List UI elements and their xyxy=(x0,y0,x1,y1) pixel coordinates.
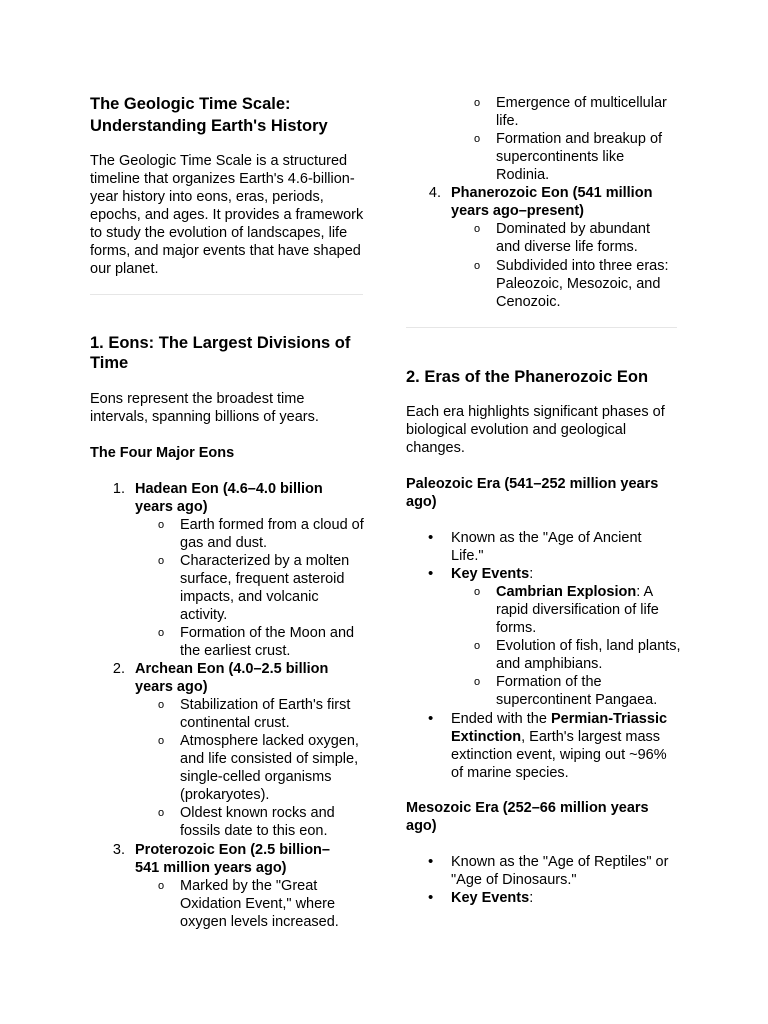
sub-bullet: o xyxy=(474,676,481,688)
sub-bullet: o xyxy=(474,133,481,145)
list-item: Oldest known rocks and fossils date to this eon. xyxy=(180,805,335,839)
bullet: • xyxy=(428,853,434,870)
eon-title: Proterozoic Eon (2.5 billion–541 million years ago) xyxy=(135,842,330,876)
eon-title: Hadean Eon (4.6–4.0 billion years ago) xyxy=(135,481,323,515)
sub-bullet: o xyxy=(474,586,481,598)
list-item xyxy=(451,710,681,782)
sub-bullet: o xyxy=(474,640,481,652)
list-item: Atmosphere lacked oxygen, and life consisted of simple, single-celled organisms (prokaryotes). xyxy=(180,733,359,803)
extinction-term: Permian-Triassic Extinction xyxy=(451,711,668,745)
page-title: The Geologic Time Scale: Understanding Earth's History xyxy=(90,95,328,135)
sub-bullet: o xyxy=(158,880,165,892)
bullet: • xyxy=(428,529,434,546)
key-events-colon: : xyxy=(529,890,534,906)
list-number: 2. xyxy=(112,661,125,677)
section1-subheading: The Four Major Eons xyxy=(90,445,235,461)
intro-paragraph: The Geologic Time Scale is a structured timeline that organizes Earth's 4.6-billion-year history into eons, eras, periods, epochs, and ages. It provides a framework to study the evolution of landscapes, life forms, and major events that have shaped our planet. xyxy=(90,153,364,277)
section2-text: Each era highlights significant phases of biological evolution and geological changes. xyxy=(406,404,665,456)
bullet: • xyxy=(428,889,434,906)
list-item: Earth formed from a cloud of gas and dust. xyxy=(180,517,364,551)
sub-bullet: o xyxy=(158,807,165,819)
eon-title: Phanerozoic Eon (541 million years ago–present) xyxy=(451,185,653,219)
list-item: Characterized by a molten surface, frequent asteroid impacts, and volcanic activity. xyxy=(180,553,350,623)
list-item: Marked by the "Great Oxidation Event," where oxygen levels increased. xyxy=(180,878,339,930)
list-item: Known as the "Age of Reptiles" or "Age of Dinosaurs." xyxy=(451,854,669,888)
section1-text: Eons represent the broadest time intervals, spanning billions of years. xyxy=(90,391,319,425)
list-number: 4. xyxy=(428,185,441,201)
sub-bullet: o xyxy=(158,627,165,639)
key-events-label: Key Events xyxy=(451,890,530,906)
section2-heading: 2. Eras of the Phanerozoic Eon xyxy=(406,368,649,386)
paleozoic-heading: Paleozoic Era (541–252 million years ago) xyxy=(406,476,659,510)
divider xyxy=(90,294,363,295)
bullet: • xyxy=(428,565,434,582)
list-item xyxy=(451,889,671,907)
sub-bullet: o xyxy=(474,97,481,109)
cambrian-explosion-term: Cambrian Explosion xyxy=(496,584,637,600)
list-item: Formation of the supercontinent Pangaea. xyxy=(496,674,658,708)
list-item: Subdivided into three eras: Paleozoic, Mesozoic, and Cenozoic. xyxy=(496,258,669,310)
sub-bullet: o xyxy=(158,555,165,567)
sub-bullet: o xyxy=(474,223,481,235)
list-number: 1. xyxy=(112,481,125,497)
sub-bullet: o xyxy=(158,519,165,531)
ended-prefix: Ended with the xyxy=(451,711,551,727)
list-number: 3. xyxy=(112,842,125,858)
key-events-colon: : xyxy=(529,566,534,582)
list-item: Stabilization of Earth's first continental crust. xyxy=(180,697,351,731)
list-item: Known as the "Age of Ancient Life." xyxy=(451,530,642,564)
list-item: Evolution of fish, land plants, and amphibians. xyxy=(496,638,681,672)
list-item: Formation and breakup of supercontinents like Rodinia. xyxy=(496,131,663,183)
cambrian-explosion-desc: : A rapid diversification of life forms. xyxy=(496,584,659,636)
mesozoic-heading: Mesozoic Era (252–66 million years ago) xyxy=(406,800,649,834)
section1-heading: 1. Eons: The Largest Divisions of Time xyxy=(90,334,351,372)
list-item: Dominated by abundant and diverse life forms. xyxy=(496,221,650,255)
sub-bullet: o xyxy=(158,699,165,711)
extinction-desc: , Earth's largest mass extinction event, wiping out ~96% of marine species. xyxy=(451,729,667,781)
sub-bullet: o xyxy=(474,260,481,272)
eon-title: Archean Eon (4.0–2.5 billion years ago) xyxy=(135,661,329,695)
list-item xyxy=(451,565,671,583)
sub-bullet: o xyxy=(158,735,165,747)
bullet: • xyxy=(428,710,434,727)
list-item: Emergence of multicellular life. xyxy=(496,95,667,129)
divider xyxy=(406,327,677,328)
list-item: Formation of the Moon and the earliest crust. xyxy=(180,625,355,659)
list-item xyxy=(496,583,681,637)
key-events-label: Key Events xyxy=(451,566,530,582)
